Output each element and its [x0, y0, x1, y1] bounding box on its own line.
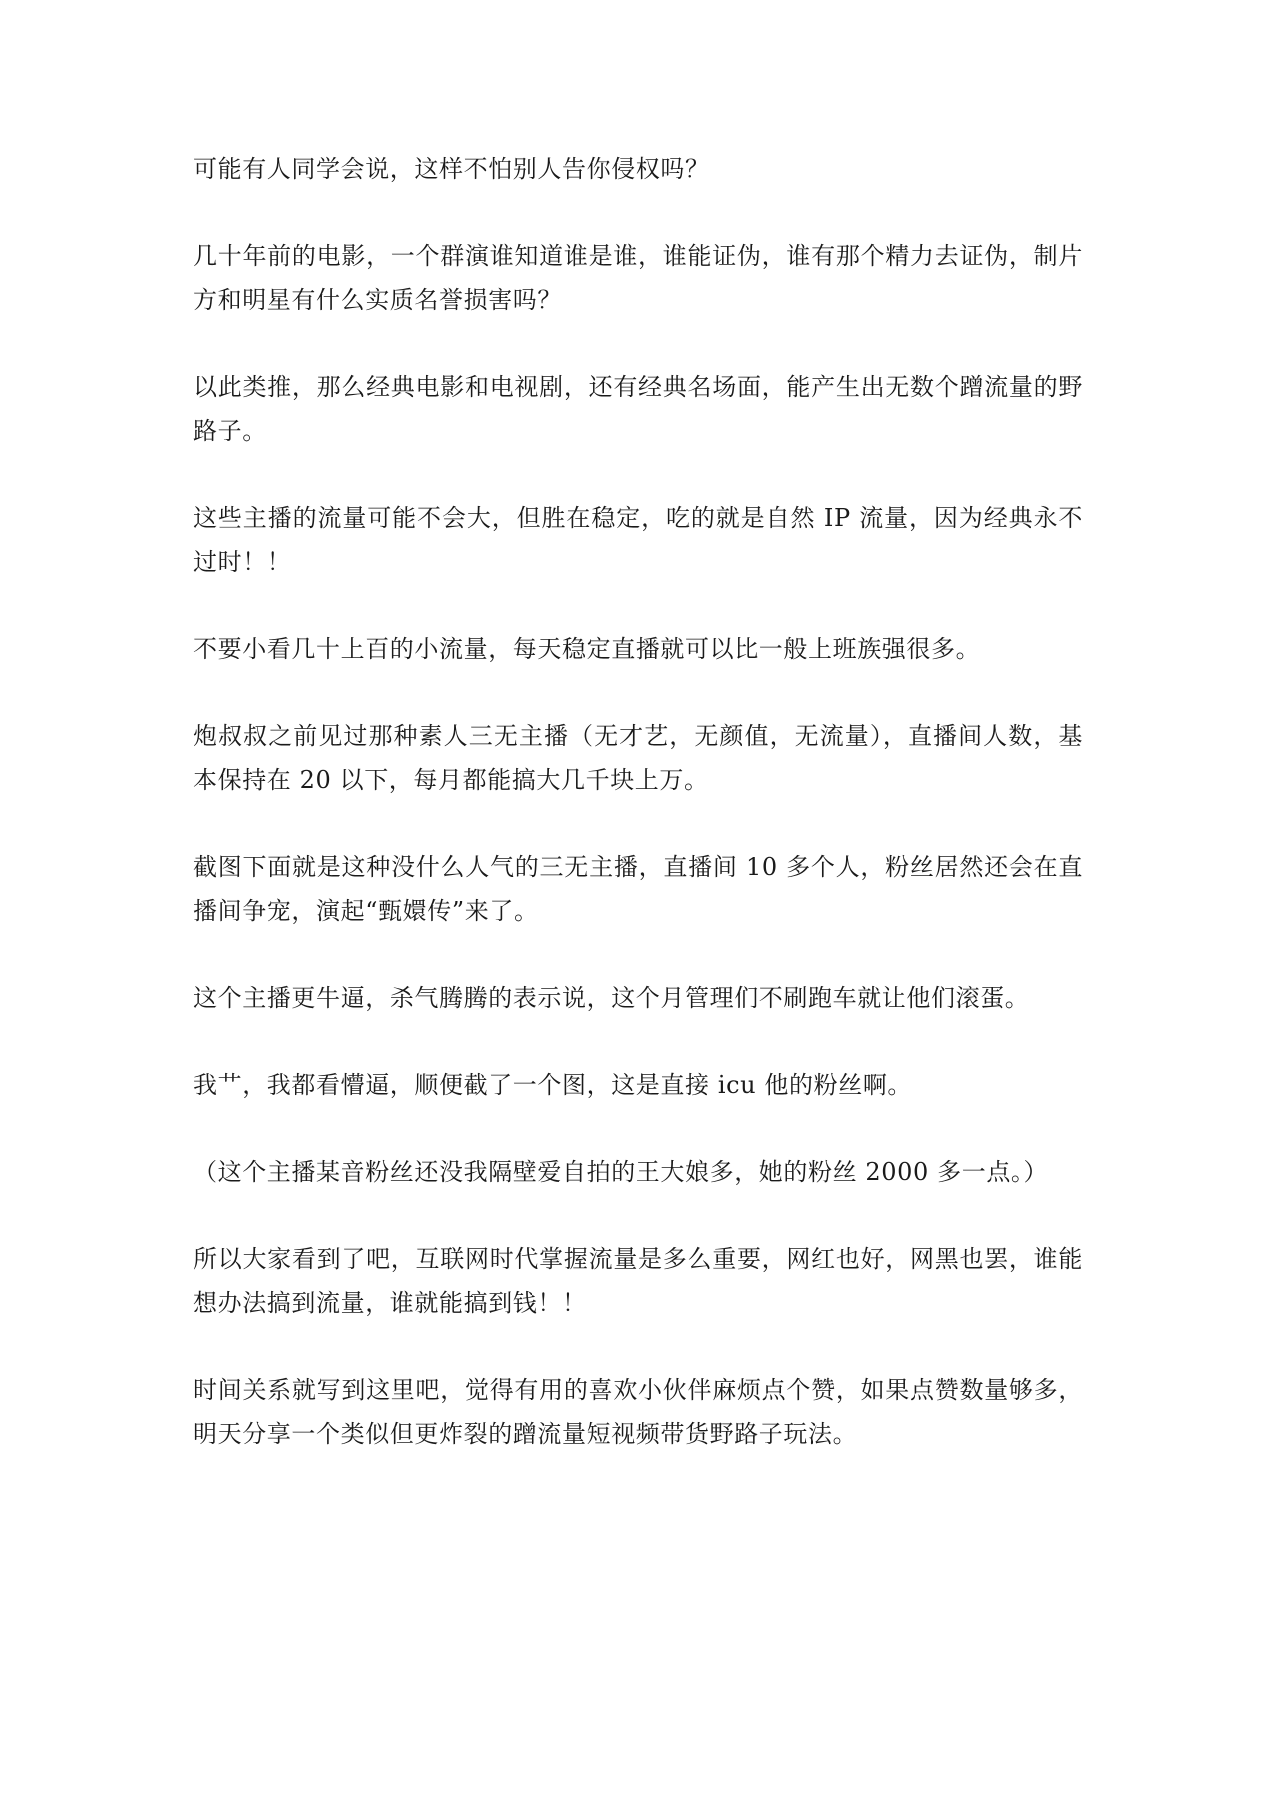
paragraph: 我艹，我都看懵逼，顺便截了一个图，这是直接 icu 他的粉丝啊。 — [193, 1071, 913, 1099]
paragraph: 可能有人同学会说，这样不怕别人告你侵权吗？ — [193, 155, 710, 183]
paragraph: 时间关系就写到这里吧，觉得有用的喜欢小伙伴麻烦点个赞，如果点赞数量够多，明天分享一个类似但更炸裂的蹭流量短视频带货野路子玩法。 — [193, 1376, 1083, 1448]
paragraph: 这些主播的流量可能不会大，但胜在稳定，吃的就是自然 IP 流量，因为经典永不过时！！ — [193, 504, 1083, 576]
document-body — [193, 147, 1083, 1456]
paragraph: （这个主播某音粉丝还没我隔壁爱自拍的王大娘多，她的粉丝 2000 多一点。） — [193, 1158, 1049, 1186]
paragraph: 炮叔叔之前见过那种素人三无主播（无才艺，无颜值，无流量），直播间人数，基本保持在 20 以下，每月都能搞大几千块上万。 — [193, 722, 1083, 794]
paragraph: 所以大家看到了吧，互联网时代掌握流量是多么重要，网红也好，网黑也罢，谁能想办法搞到流量，谁就能搞到钱！！ — [193, 1245, 1083, 1317]
paragraph: 几十年前的电影，一个群演谁知道谁是谁，谁能证伪，谁有那个精力去证伪，制片方和明星有什么实质名誉损害吗？ — [193, 242, 1083, 314]
paragraph: 不要小看几十上百的小流量，每天稳定直播就可以比一般上班族强很多。 — [193, 635, 981, 663]
paragraph: 截图下面就是这种没什么人气的三无主播，直播间 10 多个人，粉丝居然还会在直播间争宠，演起“甄嬛传”来了。 — [193, 853, 1083, 925]
paragraph: 这个主播更牛逼，杀气腾腾的表示说，这个月管理们不刷跑车就让他们滚蛋。 — [193, 984, 1030, 1012]
paragraph: 以此类推，那么经典电影和电视剧，还有经典名场面，能产生出无数个蹭流量的野路子。 — [193, 373, 1083, 445]
